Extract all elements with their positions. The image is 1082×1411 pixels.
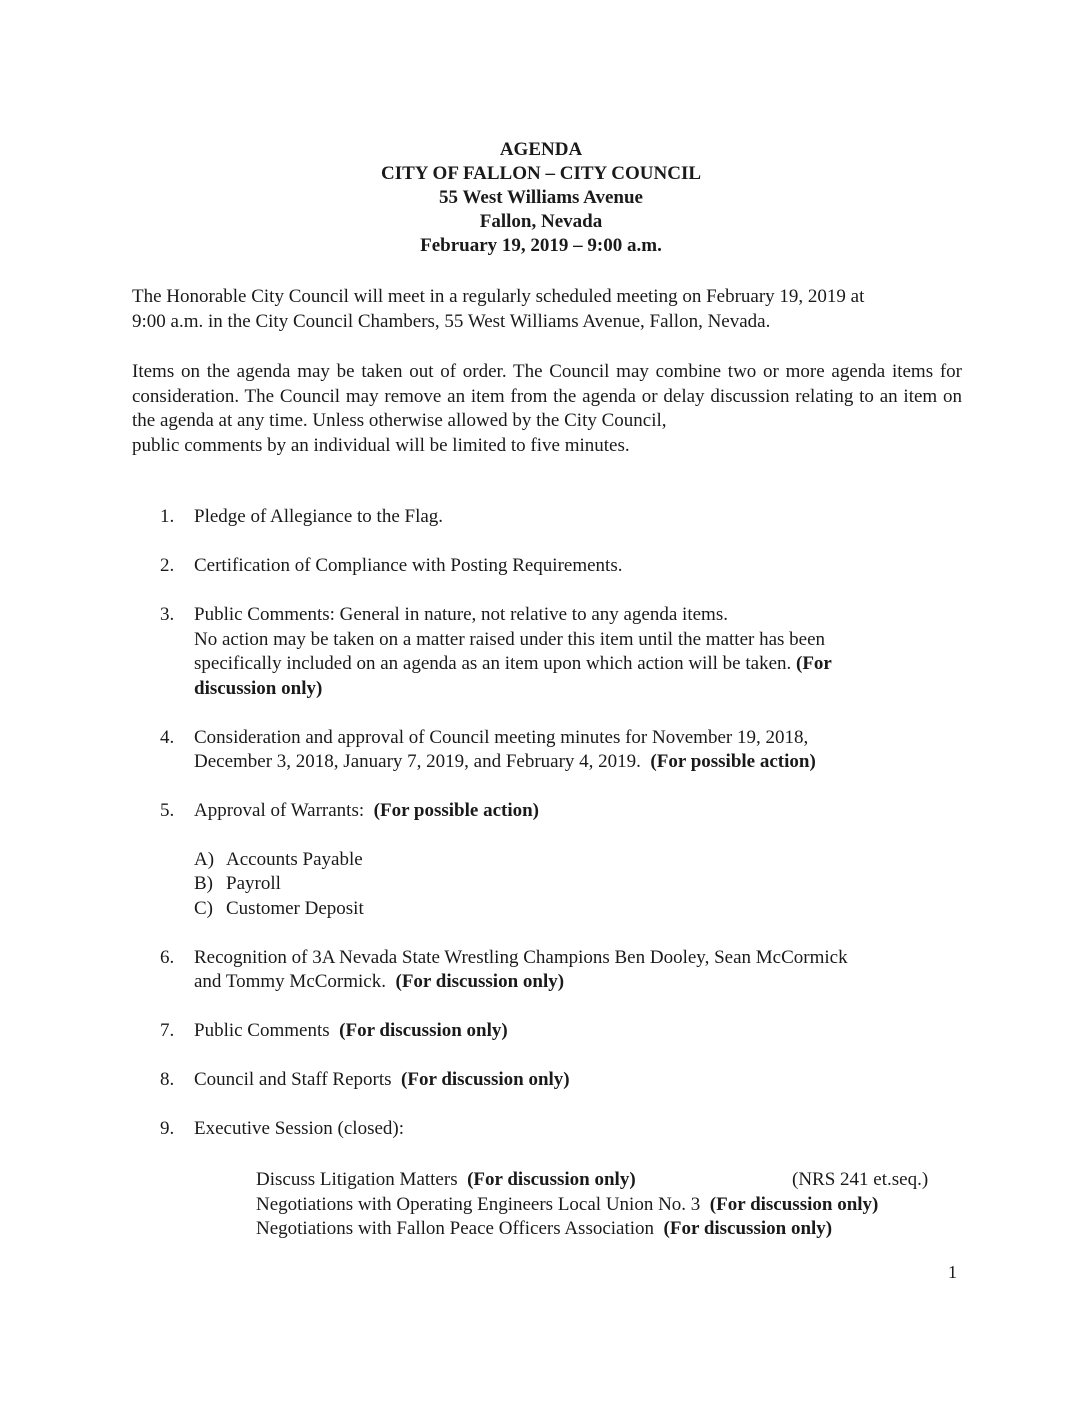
item-number: 3. [160, 604, 175, 625]
agenda-item-8 [160, 1068, 960, 1093]
action-type: (For discussion only) [709, 1193, 879, 1215]
executive-item [256, 1168, 929, 1193]
item-number: 7. [160, 1020, 175, 1041]
warrant-text: Payroll [226, 873, 281, 894]
item-line-text: and Tommy McCormick. [194, 971, 386, 992]
item-line: No action may be taken on a matter raised under this item until the matter has been [194, 628, 826, 650]
agenda-item-7 [160, 1019, 960, 1044]
address-city: Fallon, Nevada [479, 211, 603, 232]
item-number: 5. [160, 800, 175, 821]
warrant-letter: A) [194, 848, 215, 870]
executive-text: Discuss Litigation Matters [256, 1169, 458, 1190]
agenda-item-5 [160, 799, 960, 921]
item-line: Consideration and approval of Council meeting minutes for November 19, 2018, [194, 726, 809, 748]
notice-paragraph [132, 360, 962, 458]
item-line [194, 750, 960, 775]
item-text: Pledge of Allegiance to the Flag. [194, 506, 444, 527]
agenda-item-6 [160, 946, 960, 995]
agenda-title: AGENDA [499, 139, 583, 160]
item-line-text: December 3, 2018, January 7, 2019, and February 4, 2019. [194, 751, 641, 772]
page-number: 1 [948, 1262, 957, 1282]
executive-text: Negotiations with Operating Engineers Local Union No. 3 [256, 1193, 701, 1215]
notice-line-1: Items on the agenda may be taken out of order. The Council may combine two or more agenda [132, 361, 886, 382]
notice-line-2: items for consideration. The Council may remove an item from the agenda or delay discussion [132, 361, 962, 407]
intro-paragraph [132, 285, 962, 334]
intro-line-2: 9:00 a.m. in the City Council Chambers, 55 West Williams Avenue, Fallon, Nevada. [132, 310, 771, 332]
item-number: 8. [160, 1069, 175, 1090]
item-line-text: Approval of Warrants: [194, 800, 365, 821]
action-type: (For discussion only) [401, 1069, 570, 1090]
item-number: 1. [160, 506, 175, 527]
agenda-item-4 [160, 726, 960, 775]
action-type: (For possible action) [650, 751, 816, 772]
item-number: 4. [160, 726, 175, 748]
item-number: 9. [160, 1118, 175, 1139]
notice-line-3: relating to an item on the agenda at any time. Unless otherwise allowed by the City Council, [132, 385, 962, 431]
item-line: Recognition of 3A Nevada State Wrestling Champions Ben Dooley, Sean McCormick [194, 946, 848, 968]
executive-session-list [256, 1168, 929, 1242]
agenda-item-1 [160, 505, 960, 530]
notice-line-4: public comments by an individual will be limited to five minutes. [132, 434, 630, 456]
item-text: Executive Session (closed): [194, 1118, 405, 1139]
action-type: (For discussion only) [339, 1020, 508, 1041]
organization-name: CITY OF FALLON – CITY COUNCIL [380, 163, 702, 184]
meeting-datetime: February 19, 2019 – 9:00 a.m. [420, 235, 662, 256]
item-text: Council and Staff Reports [194, 1069, 392, 1090]
warrant-list [194, 848, 960, 922]
action-type: (For [796, 653, 832, 674]
action-type: (For possible action) [373, 800, 540, 821]
item-text: Public Comments [194, 1020, 330, 1041]
statute-reference: (NRS 241 et.seq.) [792, 1169, 929, 1190]
warrant-letter: B) [194, 873, 213, 894]
address-street: 55 West Williams Avenue [439, 187, 643, 208]
action-type: (For discussion only) [467, 1169, 636, 1190]
item-line: Public Comments: General in nature, not relative to any agenda items. [194, 604, 728, 625]
warrant-text: Accounts Payable [226, 848, 363, 870]
agenda-item-3 [160, 603, 960, 701]
warrant-item [194, 848, 960, 873]
action-type: (For discussion only) [663, 1218, 833, 1239]
intro-line-1: The Honorable City Council will meet in a regularly scheduled meeting on February 19, 2019 at [132, 286, 865, 307]
item-line [194, 652, 960, 677]
item-text: Certification of Compliance with Posting Requirements. [194, 555, 623, 576]
item-number: 6. [160, 946, 175, 968]
item-line-text: specifically included on an agenda as an item upon which action will be taken. [194, 653, 792, 674]
executive-item [256, 1217, 878, 1242]
executive-text: Negotiations with Fallon Peace Officers Association [256, 1218, 655, 1239]
item-line [194, 970, 960, 995]
action-type: discussion only) [194, 677, 323, 699]
agenda-items [160, 505, 960, 1142]
action-type: (For discussion only) [395, 971, 565, 992]
item-number: 2. [160, 555, 175, 576]
agenda-item-2 [160, 554, 960, 579]
agenda-header [0, 138, 1082, 258]
warrant-text: Customer Deposit [226, 897, 364, 919]
warrant-item [194, 897, 960, 922]
executive-item [256, 1193, 878, 1218]
warrant-item [194, 872, 960, 897]
agenda-item-9 [160, 1117, 960, 1142]
item-line [194, 799, 960, 824]
warrant-letter: C) [194, 897, 213, 919]
